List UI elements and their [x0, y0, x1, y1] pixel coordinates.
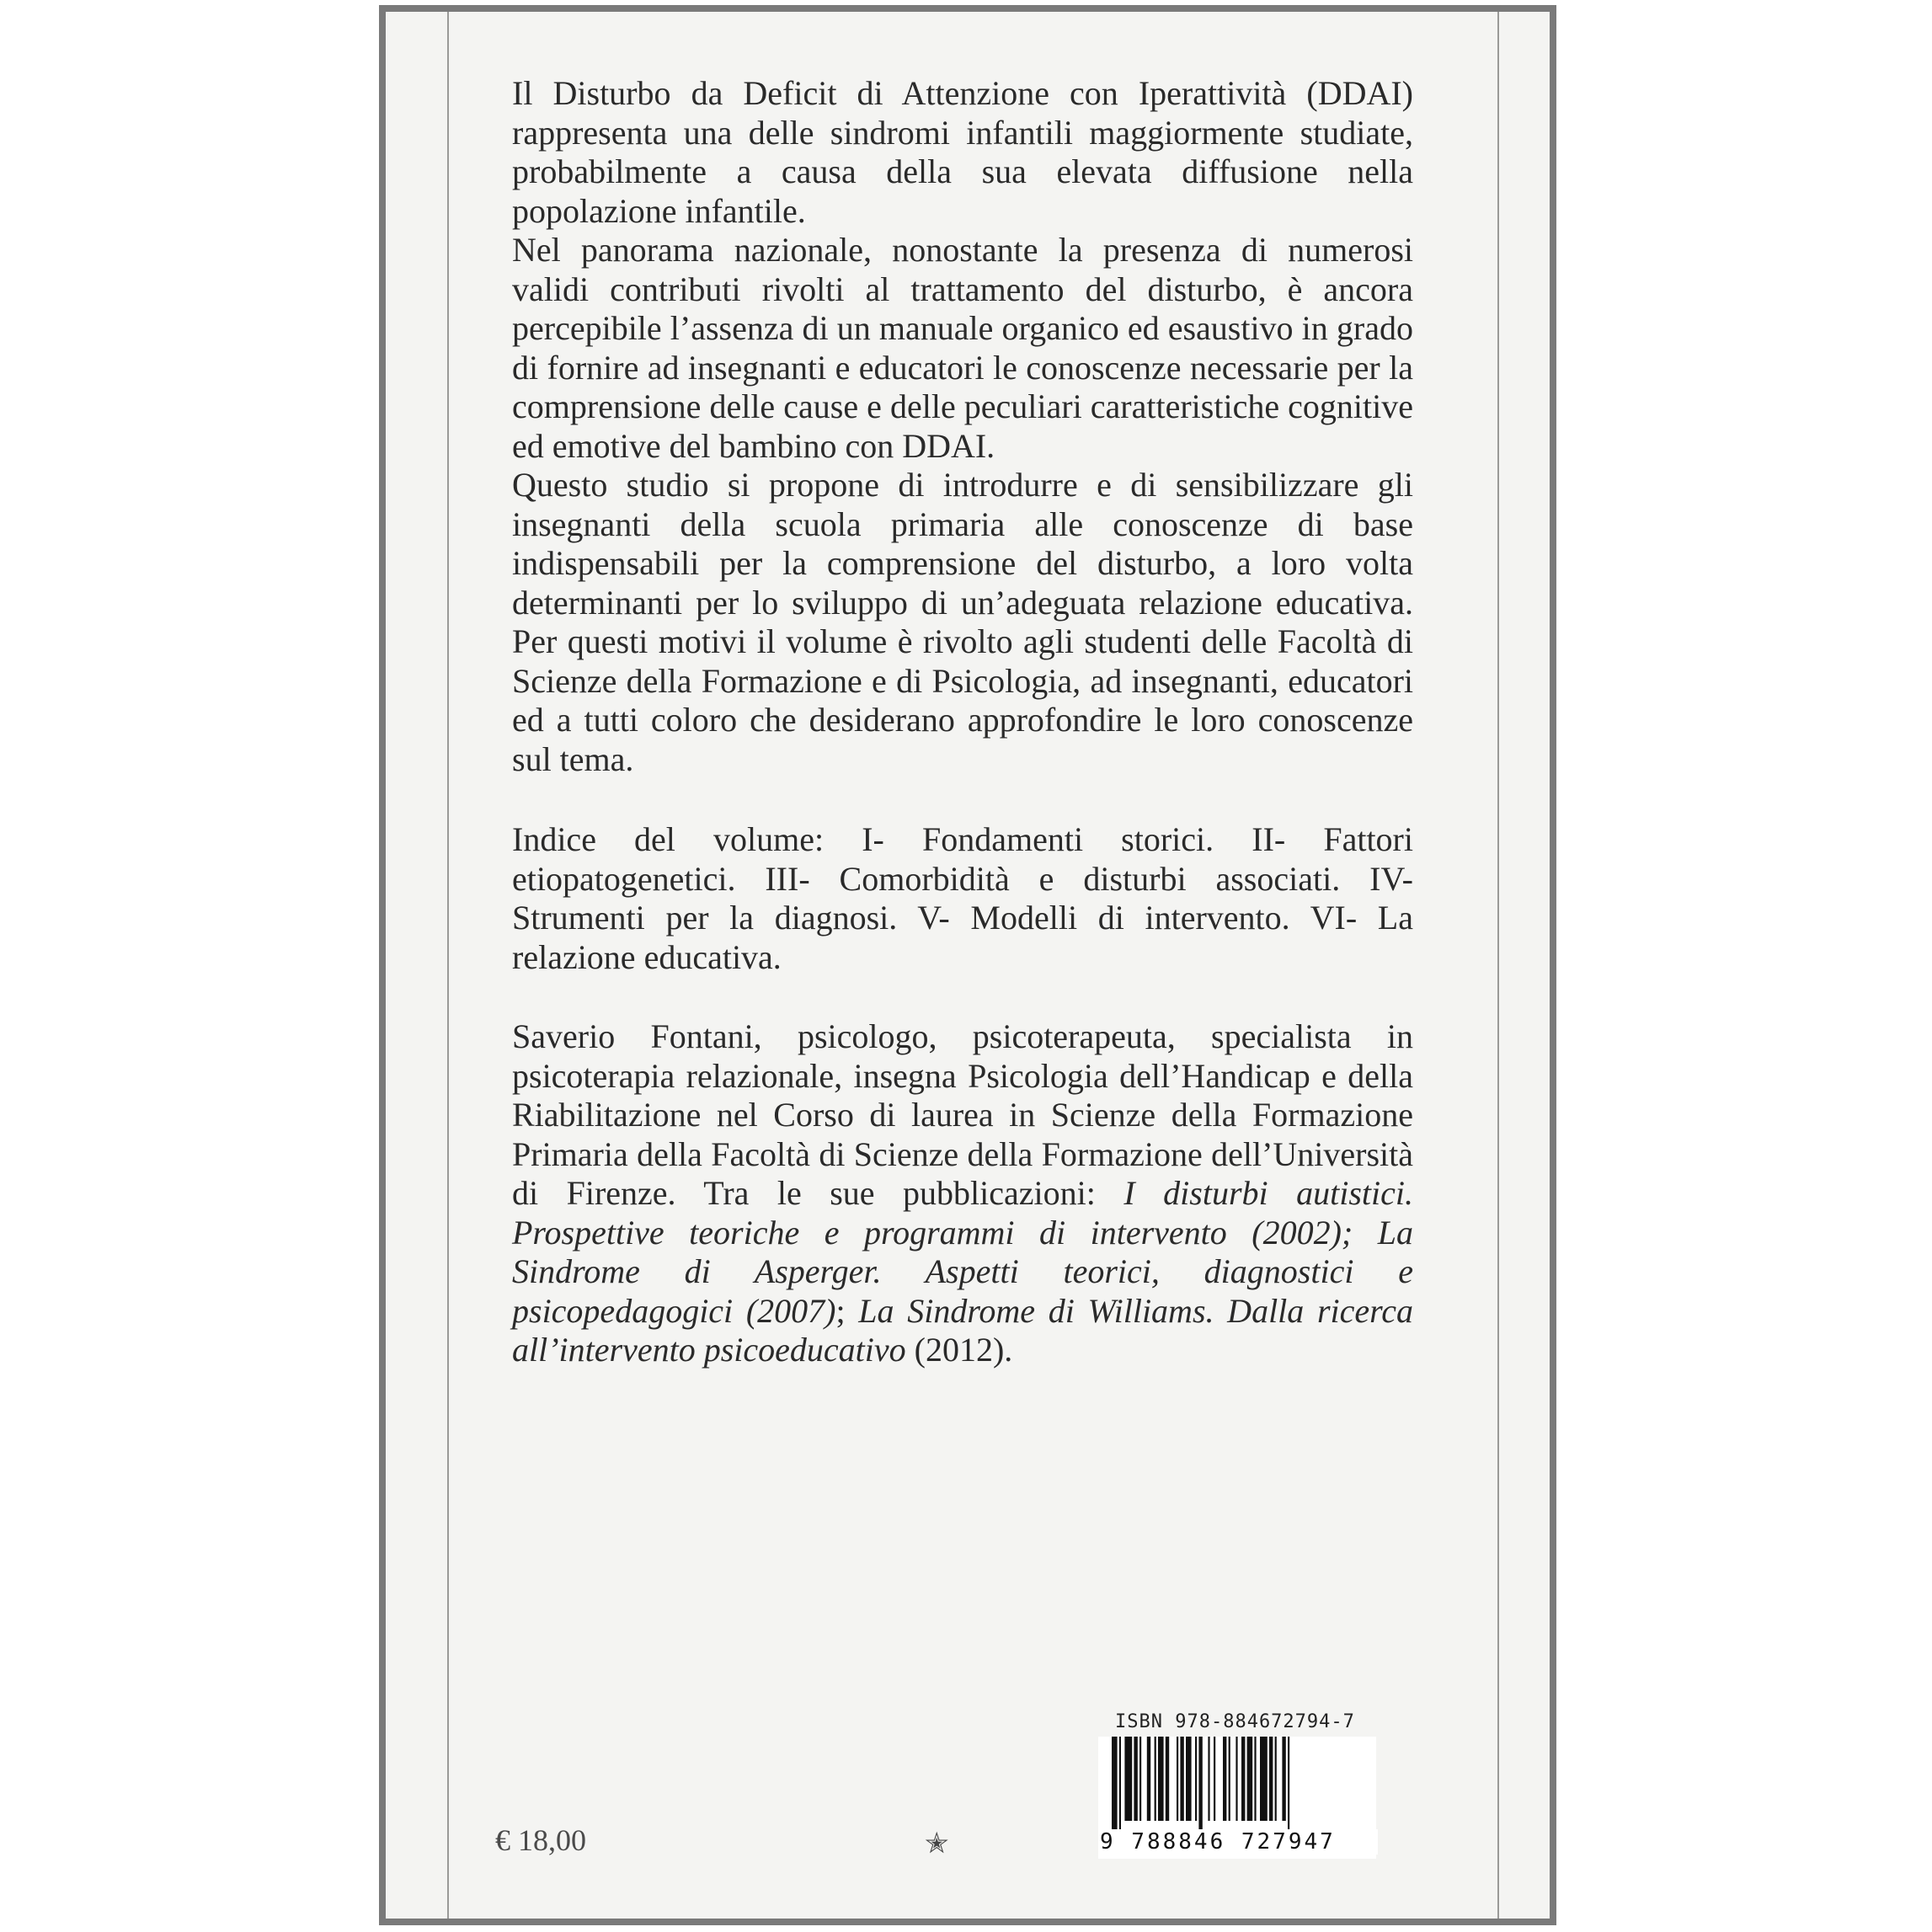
barcode-bar — [1223, 1737, 1226, 1821]
barcode-bar — [1198, 1737, 1202, 1829]
barcode-bar — [1214, 1737, 1215, 1821]
book-back-cover — [379, 5, 1556, 1925]
barcode-bar — [1247, 1737, 1253, 1821]
barcode-bar — [1147, 1737, 1150, 1821]
price-label: € 18,00 — [495, 1823, 586, 1857]
barcode-bar — [1177, 1737, 1178, 1821]
barcode-bar — [1134, 1737, 1137, 1821]
barcode-bar — [1155, 1737, 1156, 1821]
barcode-bar — [1180, 1737, 1183, 1821]
publication-title-1: I disturbi autistici. Prospettive teoriche e programmi di intervento (2002); La Sindrome di Asperger. Aspetti teorici, diagnostici e psicopedagogici (2007) — [512, 1174, 1413, 1330]
barcode-bar — [1124, 1737, 1132, 1821]
cover-fold-right — [1497, 12, 1499, 1919]
barcode-bar — [1282, 1737, 1285, 1821]
barcode-bar — [1260, 1737, 1268, 1821]
table-of-contents: Indice del volume: I- Fondamenti storici. II- Fattori etiopatogenetici. III- Comorbidità e disturbi associati. IV- Strumenti per la diagnosi. V- Modelli di intervento. VI- La relazione educativa. — [512, 820, 1413, 976]
barcode-bar — [1119, 1737, 1121, 1829]
barcode-bar — [1139, 1737, 1141, 1821]
barcode-digits: 9 788846 727947 — [1098, 1829, 1378, 1855]
star-icon: ✭ — [925, 1827, 949, 1860]
barcode-bar — [1195, 1737, 1197, 1821]
author-bio-intro: Saverio Fontani, psicologo, psicoterapeuta, specialista in psicoterapia relazionale, insegna Psicologia dell’Handicap e della Riabilitazione nel Corso di laurea in Scienze della Formazione Primaria della Facoltà di Scienze della Formazione dell’Università di Firenze. Tra le sue pubblicazioni: — [512, 1017, 1413, 1212]
publication-title-2: La Sindrome di Williams. Dalla ricerca all’intervento psicoeducativo — [512, 1291, 1413, 1369]
barcode-bar — [1208, 1737, 1209, 1821]
barcode-bar — [1186, 1737, 1192, 1821]
cover-fold-left — [447, 12, 449, 1919]
author-bio — [512, 1017, 1413, 1370]
publication-separator: ; — [835, 1291, 859, 1330]
barcode-bar — [1241, 1737, 1245, 1821]
publication-year-2: (2012). — [905, 1331, 1013, 1369]
blurb-text: Il Disturbo da Deficit di Attenzione con Iperattività (DDAI) rappresenta una delle sindromi infantili maggiormente studiate, probabilmente a causa della sua elevata diffusione nella popolazione infantile. Nel panorama nazionale, nonostante la presenza di numerosi validi contributi rivolti al trattamento del disturbo, è ancora percepibile l’assenza di un manuale organico ed esaustivo in grado di fornire ad insegnanti e educatori le conoscenze necessarie per la comprensione delle cause e delle peculiari caratteristiche cognitive ed emotive del bambino con DDAI. Questo studio si propone di introdurre e di sensibilizzare gli insegnanti della scuola primaria alle conoscenze di base indispensabili per la comprensione del disturbo, a loro volta determinanti per lo sviluppo di un’adeguata relazione educativa. Per questi motivi il volume è rivolto agli studenti delle Facoltà di Scienze della Formazione e di Psicologia, ad insegnanti, educatori ed a tutti coloro che desiderano approfondire le loro conoscenze sul tema. — [512, 74, 1413, 778]
barcode-bar — [1112, 1737, 1118, 1829]
barcode-bar — [1275, 1737, 1277, 1821]
barcode-bar — [1236, 1737, 1237, 1821]
barcode-bar — [1288, 1737, 1289, 1829]
barcode-bar — [1158, 1737, 1164, 1821]
isbn-label: ISBN 978-884672794-7 — [1115, 1711, 1355, 1732]
barcode-bar — [1269, 1737, 1273, 1821]
barcode-bar — [1254, 1737, 1256, 1821]
barcode-bar — [1229, 1737, 1230, 1821]
barcode-bar — [1166, 1737, 1169, 1821]
